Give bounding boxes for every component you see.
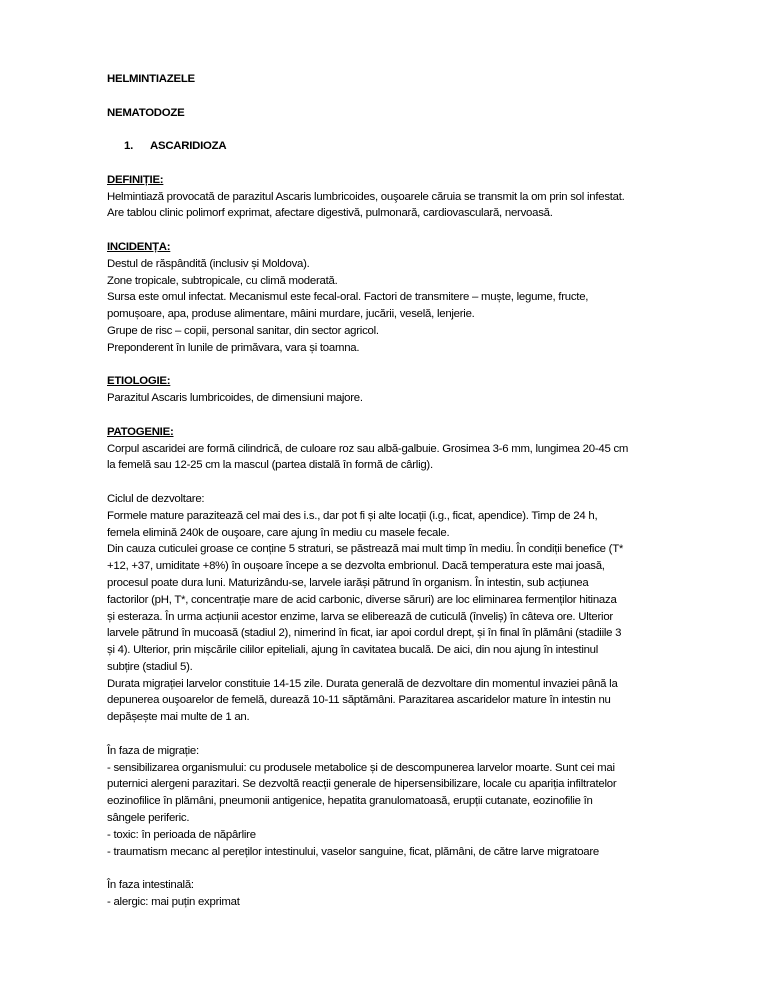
text-line: Are tablou clinic polimorf exprimat, afectare digestivă, pulmonară, cardiovasculară, nervoasă. xyxy=(107,207,553,220)
text-line: depășește mai multe de 1 an. xyxy=(107,711,250,724)
text-line: puternici alergeni parazitari. Se dezvoltă reacții generale de hipersensibilizare, locale cu apariția infiltratelor xyxy=(107,778,617,791)
text-line: Preponderent în lunile de primăvara, vara și toamna. xyxy=(107,341,360,354)
text-line: la femelă sau 12-25 cm la mascul (partea distală în formă de cârlig). xyxy=(107,459,433,472)
text-line: depunerea ouşoarelor de femelă, durează 10-11 săptămâni. Parazitarea ascaridelor mature în intestin nu xyxy=(107,694,611,707)
section-incidenta xyxy=(107,239,718,357)
text-line: pomușoare, apa, produse alimentare, mâini murdare, jucării, veselă, lenjerie. xyxy=(107,308,475,321)
subsection-heading: În faza de migrație: xyxy=(107,744,199,757)
text-line: larvele pătrund în mucoasă (stadiul 2), nimerind în ficat, iar apoi cordul drept, și în final în plămâni (stadiile 3 xyxy=(107,627,622,640)
text-line: Sursa este omul infectat. Mecanismul este fecal-oral. Factori de transmitere – muște, legume, fructe, xyxy=(107,291,589,304)
text-line: Corpul ascaridei are formă cilindrică, de culoare roz sau albă-galbuie. Grosimea 3-6 mm, lungimea 20-45 cm xyxy=(107,442,629,455)
section-heading: ETIOLOGIE: xyxy=(107,375,171,388)
text-line: și 4). Ulterior, prin mișcările cililor epiteliali, ajung în cavitatea bucală. De aici, din nou ajung în intestinul xyxy=(107,644,599,657)
text-line: sângele periferic. xyxy=(107,812,190,825)
section-patogenie xyxy=(107,424,718,474)
text-line: procesul poate dura luni. Maturizându-se, larvele iarăși pătrund în organism. În intestin, sub acțiunea xyxy=(107,576,589,589)
document-subtitle: NEMATODOZE xyxy=(107,106,185,119)
section-faza-intestinala xyxy=(107,877,718,911)
text-line: femela elimină 240k de ouşoare, care ajung în mediu cu masele fecale. xyxy=(107,526,450,539)
section-heading: PATOGENIE: xyxy=(107,425,174,438)
text-line: eozinofilice în plămâni, pneumonii antigenice, hepatita granulomatoasă, erupții cutanate, eozinofilie în xyxy=(107,795,593,808)
text-line: Parazitul Ascaris lumbricoides, de dimensiuni majore. xyxy=(107,392,363,405)
text-line: Durata migrației larvelor constituie 14-15 zile. Durata generală de dezvoltare din momentul invaziei până la xyxy=(107,677,618,690)
section-heading: DEFINIȚIE: xyxy=(107,173,164,186)
subsection-heading: În faza intestinală: xyxy=(107,879,194,892)
section-heading: INCIDENȚA: xyxy=(107,240,171,253)
section-ciclul xyxy=(107,491,718,726)
text-line: Din cauza cuticulei groase ce conține 5 straturi, se păstrează mai mult timp în mediu. În condiții benefice (T* xyxy=(107,543,624,556)
subsection-heading: Ciclul de dezvoltare: xyxy=(107,492,205,505)
text-line: Grupe de risc – copii, personal sanitar, din sector agricol. xyxy=(107,324,379,337)
text-line: Zone tropicale, subtropicale, cu climă moderată. xyxy=(107,274,338,287)
text-line: - toxic: în perioada de năpârlire xyxy=(107,828,256,841)
text-line: Destul de răspândită (inclusiv și Moldova). xyxy=(107,257,310,270)
item-number: 1. xyxy=(124,140,133,153)
item-label: ASCARIDIOZA xyxy=(150,140,227,153)
section-faza-migratie xyxy=(107,743,718,861)
document-title: HELMINTIAZELE xyxy=(107,73,195,85)
text-line: și esteraza. În urma acțiunii acestor enzime, larva se eliberează de cuticulă (înveliș) în câteva ore. Ulterior xyxy=(107,610,613,623)
text-line: - sensibilizarea organismului: cu produsele metabolice și de descompunerea larvelor moarte. Sunt cei mai xyxy=(107,761,615,774)
text-line: Helmintiază provocată de parazitul Ascaris lumbricoides, ouşoarele căruia se transmit la om prin sol infestat. xyxy=(107,190,625,203)
text-line: - alergic: mai puțin exprimat xyxy=(107,896,240,909)
text-line: Formele mature parazitează cel mai des i.s., dar pot fi și alte locații (i.g., ficat, apendice). Timp de 24 h, xyxy=(107,509,598,522)
numbered-heading xyxy=(107,138,718,155)
text-line: subțire (stadiul 5). xyxy=(107,660,193,673)
section-definitie xyxy=(107,172,718,222)
text-line: factorilor (pH, T*, concentrație mare de acid carbonic, diverse săruri) are loc eliminarea fermenților hitinaza xyxy=(107,593,617,606)
section-etiologie xyxy=(107,373,718,407)
text-line: +12, +37, umiditate +8%) în oușoare începe a se dezvolta embrionul. Dacă temperatura este mai joasă, xyxy=(107,560,605,573)
text-line: - traumatism mecanc al pereților intestinului, vaselor sanguine, ficat, plămâni, de către larve migratoare xyxy=(107,845,600,858)
